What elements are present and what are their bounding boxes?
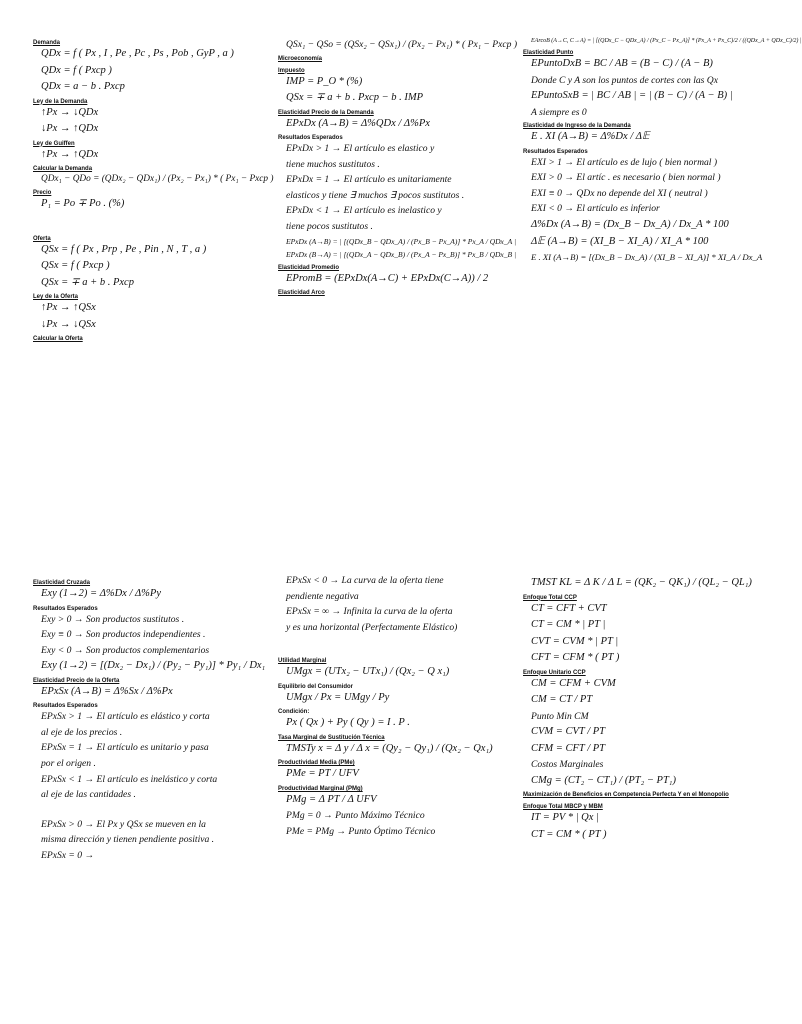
note-text: EXI > 0 → El artíc . es necesario ( bien normal ) — [531, 172, 721, 184]
section-heading: Oferta — [33, 235, 51, 242]
note-text: EPxSx < 1 → El artículo es inelástico y corta — [41, 773, 218, 785]
formula: QDx = f ( Pxcp ) — [41, 64, 112, 76]
note-text: PMg = 0 → Punto Máximo Técnico — [286, 810, 425, 822]
formula: EPxSx (A→B) = Δ%Sx / Δ%Px — [41, 685, 173, 697]
section-heading: Ley de la Oferta — [33, 294, 79, 301]
spacer — [33, 216, 273, 230]
subheading: Condición: — [278, 709, 310, 716]
formula: CVM = CVT / PT — [531, 726, 605, 738]
section-heading: Impuesto — [278, 67, 305, 74]
section-heading: Elasticidad Promedio — [278, 264, 340, 271]
spacer — [278, 638, 518, 652]
section-heading: Microeconomía — [278, 55, 323, 62]
formula: TMSTy x = Δ y / Δ x = (Qy₂ − Qy₁) / (Qx₂ − Qx₁) — [286, 742, 493, 754]
section-heading: Elasticidad Cruzada — [33, 580, 91, 586]
formula: Δ𝔼 (A→B) = (XI_B − XI_A) / XI_A * 100 — [531, 235, 709, 247]
note-text: EXI > 1 → El artículo es de lujo ( bien normal ) — [531, 156, 718, 168]
note-text: EPxSx > 0 → El Px y QSx se mueven en la — [41, 818, 206, 830]
formula: QSx = ∓ a + b . Pxcp — [41, 276, 134, 288]
subheading: Resultados Esperados — [278, 135, 343, 142]
note-text: EPxSx = 1 → El artículo es unitario y pasa — [41, 742, 209, 754]
section-heading: Demanda — [33, 40, 61, 46]
subheading: Resultados Esperados — [33, 605, 98, 612]
formula: QSx₁ − QSo = (QSx₂ − QSx₁) / (Px₂ − Px₁) * ( Px₁ − Pxcp ) — [286, 39, 518, 50]
note-text: Exy > 0 → Son productos sustitutos . — [41, 613, 185, 625]
formula: UMgx / Px = UMgy / Py — [286, 691, 390, 703]
note-text: EPxSx < 0 → La curva de la oferta tiene — [286, 575, 444, 586]
formula: EArcoB (A→C, C→A) = | [(QDx_C − QDx_A) / (Px_C − Px_A)] * (Px_A + Px_C)/2 / ((QDx_A + QDx_C)/2) | — [531, 38, 802, 44]
formula: ↓Px → ↓QSx — [41, 318, 96, 330]
note-text: EPxSx > 1 → El artículo es elástico y corta — [41, 711, 210, 723]
note-text: y es una horizontal (Perfectamente Elástico) — [286, 621, 458, 633]
note-text: por el origen . — [41, 758, 96, 770]
formula: EPxDx (B→A) = | [(QDx_A − QDx_B) / (Px_A − Px_B)] * Px_B / QDx_B | — [286, 250, 517, 260]
section-heading: Productividad Media (PMe) — [278, 760, 355, 767]
formula: CMg = (CT₂ − CT₁) / (PT₂ − PT₁) — [531, 774, 676, 786]
note-text: tiene pocos sustitutos . — [286, 221, 373, 233]
formula: Exy (1→2) = Δ%Dx / Δ%Py — [41, 588, 161, 599]
formula: QDx₁ − QDo = (QDx₂ − QDx₁) / (Px₂ − Px₁) * ( Px₁ − Pxcp ) — [41, 174, 274, 184]
section-heading: Elasticidad Precio de la Oferta — [33, 677, 120, 684]
formula: ↑Px → ↑QDx — [41, 148, 99, 160]
note-text: EXI ≡ 0 → QDx no depende del XI ( neutral ) — [531, 187, 708, 199]
formula: CFM = CFT / PT — [531, 742, 605, 754]
note-text: EXI < 0 → El artículo es inferior — [531, 203, 660, 215]
note-text: EPxDx < 1 → El artículo es inelastico y — [286, 205, 442, 217]
note-text: Donde C y A son los puntos de cortes con las Qx — [531, 74, 718, 86]
section-heading: Elasticidad Punto — [523, 50, 574, 56]
formula: QSx = f ( Px , Prp , Pe , Pin , N , T , a ) — [41, 243, 207, 255]
formula: IT = PV * | Qx | — [531, 812, 599, 824]
note-text: Punto Min CM — [531, 710, 589, 722]
section-heading: Enfoque Total CCP — [523, 594, 577, 601]
column-2-bottom — [278, 576, 518, 843]
section-heading: Elasticidad de Ingreso de la Demanda — [523, 123, 631, 130]
formula: EPuntoSxB = | BC / AB | = | (B − C) / (A − B) | — [531, 90, 733, 102]
section-heading: Elasticidad Precio de la Demanda — [278, 109, 374, 116]
formula: CT = CM * ( PT ) — [531, 828, 607, 840]
section-heading: Ley de la Demanda — [33, 98, 88, 105]
note-text: EPxDx > 1 → El artículo es elastico y — [286, 143, 435, 155]
formula: Exy (1→2) = [(Dx₂ − Dx₁) / (Py₂ − Py₁)] * Py₁ / Dx₁ — [41, 660, 266, 672]
formula: QDx = a − b . Pxcp — [41, 81, 125, 92]
note-text: PMe = PMg → Punto Óptimo Técnico — [286, 825, 436, 837]
formula: E . XI (A→B) = Δ%Dx / Δ𝔼 — [531, 131, 650, 143]
formula: EPuntoDxB = BC / AB = (B − C) / (A − B) — [531, 58, 713, 69]
formula: PMe = PT / UFV — [286, 768, 359, 780]
formula: ↓Px → ↑QDx — [41, 123, 99, 134]
section-heading: Enfoque Total MBCP y MBM — [523, 804, 603, 811]
column-2-top — [278, 40, 518, 299]
subheading: Resultados Esperados — [33, 703, 98, 710]
formula: CVT = CVM * | PT | — [531, 635, 619, 647]
column-3-top — [523, 38, 802, 268]
section-heading: Tasa Marginal de Sustitución Técnica — [278, 734, 385, 741]
formula: QSx = ∓ a + b . Pxcp − b . IMP — [286, 92, 424, 104]
section-heading: Calcular la Demanda — [33, 166, 93, 172]
column-1-top — [33, 34, 273, 345]
section-heading: Ley de Guiffen — [33, 140, 75, 147]
section-heading: Enfoque Unitario CCP — [523, 669, 586, 676]
formula: CFT = CFM * ( PT ) — [531, 652, 620, 663]
note-text: EPxSx = 0 → — [41, 850, 95, 862]
section-heading: Utilidad Marginal — [278, 658, 327, 665]
section-heading: Maximización de Beneficios en Competencia Perfecta Y en el Monopolio — [523, 792, 729, 799]
note-text: misma dirección y tienen pendiente positiva . — [41, 834, 215, 846]
formula: QDx = f ( Px , I , Pe , Pc , Ps , Pob , GyP , a ) — [41, 48, 234, 59]
note-text: Exy ≡ 0 → Son productos independientes . — [41, 629, 206, 641]
formula: EPxDx (A→B) = Δ%QDx / Δ%Px — [286, 117, 430, 129]
subheading: Resultados Esperados — [523, 148, 588, 155]
column-1-bottom — [33, 574, 273, 867]
section-heading: Calcular la Oferta — [33, 336, 83, 343]
column-3-bottom — [523, 578, 763, 846]
formula: P₁ = Po ∓ Po . (%) — [41, 198, 125, 210]
note-text: al eje de las cantidades . — [41, 789, 136, 801]
formula: EPromB = (EPxDx(A→C) + EPxDx(C→A)) / 2 — [286, 272, 489, 284]
note-text: elasticos y tiene ∃ muchos ∃ pocos sustitutos . — [286, 189, 465, 201]
formula: Δ%Dx (A→B) = (Dx_B − Dx_A) / Dx_A * 100 — [531, 219, 729, 231]
formula: TMST KL = Δ K / Δ L = (QK₂ − QK₁) / (QL₂ − QL₁) — [531, 577, 752, 588]
formula: PMg = Δ PT / Δ UFV — [286, 793, 377, 805]
formula: UMgx = (UTx₂ − UTx₁) / (Qx₂ − Q x₁) — [286, 666, 450, 678]
section-heading: Productividad Marginal (PMg) — [278, 785, 363, 792]
section-heading: Precio — [33, 190, 52, 197]
formula: Px ( Qx ) + Py ( Qy ) = I . P . — [286, 717, 410, 729]
formula: ↑Px → ↑QSx — [41, 302, 96, 314]
note-text: Costos Marginales — [531, 759, 604, 771]
formula: ↑Px → ↓QDx — [41, 106, 99, 118]
formula: E . XI (A→B) = [(Dx_B − Dx_A) / (XI_B − XI_A)] * XI_A / Dx_A — [531, 252, 763, 263]
formula: CM = CT / PT — [531, 694, 593, 705]
formula: CT = CM * | PT | — [531, 619, 606, 630]
note-text: A siempre es 0 — [531, 106, 587, 118]
formula: EPxDx (A→B) = | [(QDx_B − QDx_A) / (Px_B − Px_A)] * Px_A / QDx_A | — [286, 236, 517, 246]
note-text: EPxSx = ∞ → Infinita la curva de la oferta — [286, 606, 453, 618]
spacer — [33, 806, 273, 820]
note-text: Exy < 0 → Son productos complementarios — [41, 644, 210, 656]
formula: CM = CFM + CVM — [531, 677, 616, 689]
subheading: Equilibrio del Consumidor — [278, 683, 353, 690]
note-text: tiene muchos sustitutos . — [286, 158, 380, 170]
formula: IMP = P_O * (%) — [286, 75, 363, 87]
formula: CT = CFT + CVT — [531, 602, 607, 614]
note-text: pendiente negativa — [286, 590, 359, 602]
section-heading: Elasticidad Arco — [278, 290, 325, 297]
formula: QSx = f ( Pxcp ) — [41, 260, 110, 272]
note-text: EPxDx = 1 → El artículo es unitariamente — [286, 174, 452, 186]
note-text: al eje de los precios . — [41, 726, 123, 738]
